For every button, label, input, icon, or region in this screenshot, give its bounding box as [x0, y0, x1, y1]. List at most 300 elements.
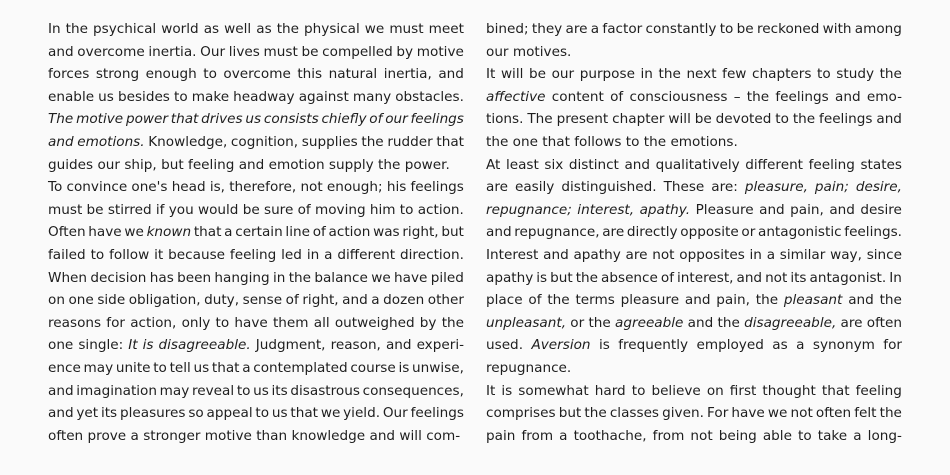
text-line	[486, 63, 902, 86]
word: feelings	[410, 179, 464, 196]
text-line	[486, 108, 902, 131]
word: believe	[651, 382, 701, 399]
text-line	[48, 41, 464, 64]
word: –	[733, 88, 741, 105]
word: on	[706, 382, 724, 399]
word: similar	[779, 246, 826, 263]
word: toothache,	[573, 427, 647, 444]
word: chiefly	[321, 111, 367, 128]
word: the	[588, 314, 611, 331]
word: are	[840, 314, 863, 331]
word: emo-	[866, 88, 902, 105]
word: six	[544, 156, 564, 173]
word: our	[486, 43, 509, 60]
word: with	[822, 21, 852, 37]
word: to	[203, 66, 217, 83]
word: them	[272, 314, 309, 331]
word: long-	[867, 427, 902, 444]
word: the	[879, 405, 902, 422]
text-line	[486, 176, 902, 199]
word: next	[686, 66, 717, 83]
word: in	[306, 246, 320, 263]
word: able	[762, 427, 792, 444]
text-line	[486, 221, 902, 244]
word: study	[836, 66, 874, 83]
word: devoted	[715, 111, 772, 128]
word: obstacles.	[395, 88, 464, 105]
word: of	[312, 224, 326, 241]
word: since	[866, 246, 902, 263]
word: piled	[430, 269, 464, 286]
word: is	[501, 382, 513, 399]
word: bined;	[486, 21, 529, 37]
word: disastrous	[290, 382, 360, 399]
word: to	[798, 427, 812, 444]
text-line	[486, 334, 902, 357]
word: of	[369, 111, 383, 128]
word: easily	[514, 179, 555, 196]
word: so	[188, 405, 204, 422]
word: disagreeable,	[744, 314, 837, 331]
word: power.	[404, 156, 450, 173]
word: For	[707, 405, 729, 422]
text-line	[48, 176, 464, 199]
word: is	[536, 269, 548, 286]
word: of	[528, 292, 542, 309]
word: to	[236, 382, 251, 399]
word: from	[521, 427, 554, 444]
text-line	[486, 131, 902, 154]
word: and	[385, 337, 412, 354]
word: against	[298, 88, 349, 105]
word: one	[68, 292, 94, 309]
word: direction.	[400, 246, 464, 263]
word: feelings	[410, 111, 464, 128]
word: because	[168, 246, 226, 263]
word: to	[215, 314, 230, 331]
word: our	[385, 111, 408, 128]
word: knowledge	[291, 427, 366, 444]
word: and	[438, 66, 464, 83]
word: and	[48, 405, 74, 422]
word: employed	[696, 337, 764, 354]
word: well	[224, 21, 252, 37]
word: At	[486, 156, 501, 173]
word: the	[276, 21, 299, 37]
text-line	[48, 108, 464, 131]
word: of	[285, 292, 299, 309]
word: content	[551, 88, 604, 105]
word: the	[755, 292, 779, 309]
word: overcome	[77, 43, 145, 60]
text-line	[486, 267, 902, 290]
word: supply	[328, 156, 374, 173]
word: inertia,	[383, 66, 432, 83]
word: his	[386, 179, 407, 196]
word: its	[790, 269, 807, 286]
word: we	[371, 269, 391, 286]
word: from	[652, 427, 685, 444]
word: the	[879, 292, 902, 309]
word: motive	[204, 427, 252, 444]
word: often	[866, 314, 902, 331]
word: decision	[90, 269, 147, 286]
word: the	[65, 21, 88, 37]
text-line	[48, 402, 464, 425]
text-line	[48, 18, 464, 41]
word: constantly	[645, 21, 717, 37]
word: as	[256, 21, 272, 37]
word: us	[193, 359, 210, 376]
text-line	[486, 18, 902, 41]
word: consequences,	[362, 382, 464, 399]
word: is,	[209, 179, 226, 196]
word: or	[741, 224, 756, 241]
word: to	[153, 359, 167, 376]
word: for	[883, 337, 902, 354]
word: feeling	[188, 156, 235, 173]
text-line	[48, 154, 464, 177]
word: tell	[169, 359, 191, 376]
word: obligation,	[128, 292, 201, 309]
word: this	[297, 66, 323, 83]
word: a	[324, 246, 333, 263]
word: you	[168, 201, 194, 218]
word: be	[86, 201, 104, 218]
word: comprises	[486, 405, 556, 422]
word: us	[245, 111, 262, 128]
word: are:	[711, 179, 738, 196]
word: not	[652, 246, 675, 263]
word: single:	[78, 337, 124, 354]
word: be	[528, 66, 546, 83]
word: the	[378, 156, 401, 173]
word: physical	[304, 21, 360, 37]
word: few	[722, 66, 747, 83]
word: pain	[486, 427, 516, 444]
word: purpose	[579, 66, 635, 83]
word: motive	[416, 43, 464, 60]
word: they	[531, 21, 563, 37]
word: and	[48, 133, 74, 150]
word: apathy	[573, 246, 621, 263]
word: often	[815, 405, 852, 422]
word: to	[399, 201, 414, 218]
word: In	[48, 21, 61, 37]
word: power	[125, 111, 168, 128]
word: overcome	[223, 66, 291, 83]
word: apathy	[486, 269, 534, 286]
word: a	[371, 292, 380, 309]
word: feelings.	[844, 224, 902, 241]
right-text-column	[486, 18, 902, 447]
word: us	[271, 405, 288, 422]
word: the	[288, 269, 312, 286]
word: the	[746, 88, 770, 105]
word: side	[97, 292, 126, 309]
word: repugnance.	[486, 359, 572, 376]
word: that	[436, 133, 464, 150]
word: reveal	[191, 382, 235, 399]
word: action,	[130, 314, 177, 331]
word: desire	[860, 201, 902, 218]
word: stronger	[143, 427, 201, 444]
word: be	[301, 43, 319, 60]
word: enough;	[326, 179, 383, 196]
word: it	[154, 246, 164, 263]
word: sure	[263, 201, 294, 218]
word: in	[272, 269, 286, 286]
word: many	[352, 88, 392, 105]
word: been	[177, 269, 212, 286]
text-line	[486, 41, 902, 64]
word: our	[97, 156, 120, 173]
word: and	[543, 246, 569, 263]
word: right,	[302, 292, 339, 309]
word: Aversion	[531, 337, 591, 354]
word: follows	[574, 133, 622, 150]
word: and	[486, 224, 512, 241]
word: us	[253, 382, 269, 399]
word: the	[879, 66, 902, 83]
word: emotion	[268, 156, 325, 173]
word: hard	[594, 382, 626, 399]
word: factor	[602, 21, 643, 37]
word: to	[625, 133, 640, 150]
word: ence	[48, 359, 81, 376]
word: but	[441, 224, 464, 241]
word: as	[203, 21, 220, 37]
word: as	[772, 337, 788, 354]
word: we	[124, 224, 144, 241]
word: have	[88, 224, 122, 241]
word: the	[441, 314, 464, 331]
word: emotions.	[670, 133, 738, 150]
word: used.	[486, 337, 524, 354]
word: the	[361, 133, 384, 150]
word: on	[48, 292, 65, 309]
word: convince	[66, 179, 128, 196]
text-line	[48, 63, 464, 86]
word: must	[263, 43, 298, 60]
word: outweighed	[334, 314, 415, 331]
word: and	[876, 111, 902, 128]
word: reasons	[48, 314, 102, 331]
text-line	[48, 199, 464, 222]
word: for	[106, 314, 125, 331]
word: and	[736, 269, 763, 286]
word: To	[48, 179, 63, 196]
word: among	[854, 21, 902, 37]
word: absence	[601, 269, 658, 286]
word: These	[663, 179, 705, 196]
word: led	[281, 246, 302, 263]
word: unwise,	[412, 359, 464, 376]
word: a	[590, 21, 600, 37]
word: would	[197, 201, 239, 218]
word: right,	[402, 224, 439, 241]
word: not	[790, 405, 813, 422]
word: apathy.	[639, 201, 691, 218]
word: by	[396, 43, 414, 60]
word: felt	[854, 405, 877, 422]
word: to	[719, 21, 734, 37]
word: feelings	[819, 111, 873, 128]
word: place	[486, 292, 523, 309]
word: natural	[328, 66, 378, 83]
word: yield.	[343, 405, 381, 422]
word: failed	[48, 246, 86, 263]
word: antagonist.	[809, 269, 887, 286]
word: enable	[48, 88, 95, 105]
word: It	[486, 66, 496, 83]
word: different	[337, 246, 396, 263]
word: moving	[314, 201, 366, 218]
word: certain	[235, 224, 283, 241]
word: interest,	[677, 269, 734, 286]
word: often	[48, 427, 84, 444]
word: The	[48, 111, 74, 128]
word: to	[255, 405, 270, 422]
word: a	[559, 427, 568, 444]
word: balance	[314, 269, 368, 286]
word: way,	[830, 246, 862, 263]
text-line	[486, 86, 902, 109]
word: be	[694, 111, 712, 128]
word: not	[690, 427, 713, 444]
word: repugnance,	[514, 224, 600, 241]
text-line	[48, 312, 464, 335]
text-line	[48, 380, 464, 403]
word: qualitatively	[655, 156, 740, 173]
word: pain,	[790, 201, 824, 218]
word: rudder	[387, 133, 433, 150]
word: tions.	[486, 111, 524, 128]
word: cognition,	[230, 133, 299, 150]
word: but	[558, 405, 582, 422]
word: pain,	[716, 292, 750, 309]
word: will	[399, 427, 422, 444]
word: Interest	[486, 246, 539, 263]
word: reckoned	[756, 21, 820, 37]
text-line	[486, 380, 902, 403]
word: pleasures	[119, 405, 186, 422]
text-line	[48, 334, 464, 357]
word: have	[234, 314, 268, 331]
word: that	[193, 224, 222, 241]
word: and	[369, 427, 396, 444]
word: in	[749, 246, 762, 263]
word: besides	[117, 88, 170, 105]
word: It	[486, 382, 496, 399]
word: antagonistic	[757, 224, 842, 241]
word: we	[767, 405, 788, 422]
text-line	[486, 289, 902, 312]
word: headway	[233, 88, 295, 105]
word: and	[48, 382, 74, 399]
word: will	[500, 66, 524, 83]
word: yet	[76, 405, 99, 422]
word: a	[224, 224, 233, 241]
word: appeal	[206, 405, 253, 422]
word: course	[350, 359, 396, 376]
text-line	[48, 131, 464, 154]
word: to	[174, 88, 188, 105]
word: may	[159, 382, 190, 399]
text-line	[48, 221, 464, 244]
word: guides	[48, 156, 94, 173]
word: supplies	[301, 133, 358, 150]
word: emotions.	[77, 133, 145, 150]
word: or	[570, 314, 585, 331]
word: It	[128, 337, 138, 354]
word: Judgment,	[255, 337, 326, 354]
word: in	[640, 66, 653, 83]
word: meet	[428, 21, 464, 37]
word: and	[687, 314, 714, 331]
word: pleasant	[783, 292, 843, 309]
word: that	[211, 359, 240, 376]
word: Our	[382, 405, 408, 422]
word: and	[238, 156, 265, 173]
text-line	[48, 244, 464, 267]
word: different	[745, 156, 804, 173]
word: are	[565, 21, 588, 37]
word: one's	[131, 179, 168, 196]
word: dozen	[383, 292, 425, 309]
word: contemplated	[253, 359, 348, 376]
word: to	[90, 246, 105, 263]
word: of	[297, 201, 311, 218]
word: opposites	[679, 246, 745, 263]
word: other	[427, 292, 464, 309]
word: that	[290, 405, 319, 422]
word: one	[48, 337, 74, 354]
text-line	[486, 244, 902, 267]
word: all	[313, 314, 330, 331]
word: and	[624, 156, 651, 173]
word: a	[130, 427, 139, 444]
word: the	[575, 269, 599, 286]
word: have	[731, 405, 765, 422]
word: and	[48, 43, 74, 60]
word: enough	[145, 66, 197, 83]
word: and	[848, 292, 874, 309]
word: only	[181, 314, 211, 331]
word: make	[191, 88, 230, 105]
text-line	[486, 312, 902, 335]
word: action	[328, 224, 371, 241]
word: thought	[762, 382, 816, 399]
word: head	[171, 179, 206, 196]
word: sense	[242, 292, 283, 309]
word: interest,	[577, 201, 635, 218]
word: be	[736, 21, 754, 37]
word: will	[668, 111, 691, 128]
word: a	[853, 427, 862, 444]
word: its	[100, 405, 118, 422]
word: ship,	[124, 156, 157, 173]
word: are	[486, 179, 508, 196]
word: the	[643, 133, 667, 150]
word: opposite	[680, 224, 739, 241]
word: take	[817, 427, 848, 444]
word: our	[551, 66, 575, 83]
word: world	[161, 21, 199, 37]
word: action.	[417, 201, 464, 218]
word: terms	[575, 292, 615, 309]
word: than	[256, 427, 288, 444]
